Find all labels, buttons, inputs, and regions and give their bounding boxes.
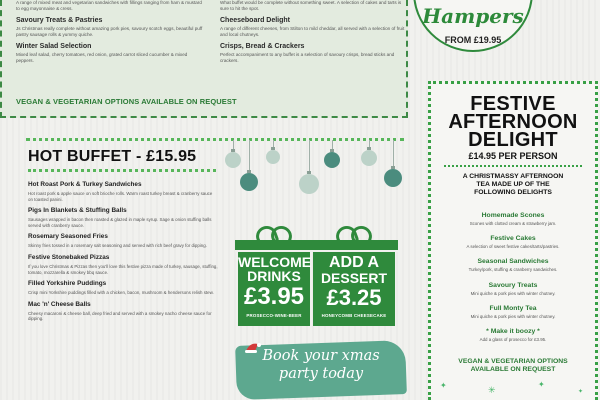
banner-line2: party today xyxy=(278,366,364,382)
cold-item-desc: A range of mixed meat and vegetarian sandwiches with fillings ranging from ham & mustard to egg mayonnaise & cress. xyxy=(16,0,202,11)
tea-item-name: Homemade Scones xyxy=(481,212,545,219)
bauble-icon xyxy=(361,150,377,166)
tea-item-desc: Mini quiche & pork pies with winter chutney. xyxy=(470,291,556,296)
list-item xyxy=(428,282,598,296)
list-item xyxy=(28,301,218,322)
cold-item-desc: What buffet would be complete without something sweet. A selection of cakes and tarts is sure to hit the spot. xyxy=(220,0,402,11)
tea-intro-line: A CHRISTMASSY AFTERNOON xyxy=(462,173,564,180)
cold-item-title: Winter Salad Selection xyxy=(16,43,92,50)
tea-item-desc: Mini quiche & pork pies with winter chutney. xyxy=(470,314,556,319)
cold-item-desc: Mixed leaf salad, cherry tomatoes, red onion, grated carrot sliced cucumber & mixed peppers. xyxy=(16,52,188,63)
list-item xyxy=(28,233,218,249)
book-party-banner xyxy=(242,347,400,383)
drinks-line1: WELCOME xyxy=(238,254,312,270)
cold-item-desc: Js Christmas really complete without amazing pork pies, savoury scotch eggs, beautiful puff pastry sausage rolls & yummy quiche. xyxy=(16,26,203,37)
list-item xyxy=(28,181,218,202)
hot-item-name: Pigs In Blankets & Stuffing Balls xyxy=(28,207,127,215)
list-item xyxy=(428,212,598,226)
cold-item-title: Cheeseboard Delight xyxy=(220,17,291,24)
tea-item-name: * Make it boozy * xyxy=(486,328,540,335)
hot-item-name: Rosemary Seasoned Fries xyxy=(28,233,108,241)
list-item xyxy=(28,254,218,275)
hot-item-desc: Sausages wrapped in bacon then roasted & glazed in maple syrup. Sage & onion stuffing balls served with cranberry sauce. xyxy=(28,217,212,228)
tea-item-name: Seasonal Sandwiches xyxy=(477,258,549,265)
bauble-icon xyxy=(384,169,402,187)
drinks-price: £3.95 xyxy=(243,283,305,310)
hot-item-name: Hot Roast Pork & Turkey Sandwiches xyxy=(28,181,142,188)
tea-item-name: Savoury Treats xyxy=(488,282,538,289)
tea-intro-line: TEA MADE UP OF THE xyxy=(476,181,550,188)
dessert-price: £3.25 xyxy=(326,285,382,310)
star-icon: ✦ xyxy=(440,381,447,390)
tea-item-desc: Turkey/pork, stuffing & cranberry sandwiches. xyxy=(468,267,558,272)
dessert-line2: DESSERT xyxy=(320,270,388,286)
cold-item-title: Crisps, Bread & Crackers xyxy=(220,43,305,50)
tea-title-line: FESTIVE xyxy=(470,93,556,115)
star-icon: ✦ xyxy=(578,389,584,395)
dessert-line1: ADD A xyxy=(328,254,380,271)
hampers-price: FROM £19.95 xyxy=(444,35,502,45)
welcome-drinks-gift-box xyxy=(238,240,310,326)
list-item xyxy=(28,207,218,228)
bauble-icon xyxy=(324,152,340,168)
hot-item-desc: Crisp mini Yorkshire puddings filled with a chicken, bacon, mushroom & hendersons relish stew. xyxy=(28,290,214,296)
hampers-title: Hampers xyxy=(422,4,524,28)
tea-item-desc: A selection of sweet festive cakes/tarts/pastries. xyxy=(466,244,560,249)
hot-item-name: Festive Stonebaked Pizzas xyxy=(28,253,110,261)
cold-item-desc: A range of different cheeses, from Stilton to mild cheddar, all served with a selection of fruit and local chutneys. xyxy=(220,26,405,37)
bauble-icon xyxy=(299,174,319,194)
list-item xyxy=(428,305,598,319)
hot-item-name: Filled Yorkshire Puddings xyxy=(28,280,107,288)
tea-item-desc: Add a glass of prosecco for £3.95. xyxy=(479,337,547,342)
cold-item-title: Savoury Treats & Pastries xyxy=(16,17,103,24)
tea-footer-line: VEGAN & VEGETARIAN OPTIONS xyxy=(458,358,568,365)
star-icon: ✳ xyxy=(488,385,496,395)
cold-buffet-right-column xyxy=(220,0,410,64)
bauble-icon xyxy=(240,173,258,191)
hot-item-desc: If you love Christmas & Pizzas then you'll love this festive pizza made of turkey, sausage, stuffing, tomato, mozzarella & smokey bbq sauce. xyxy=(28,263,218,275)
tea-title-line: AFTERNOON xyxy=(448,111,578,133)
tea-item-name: Full Monty Tea xyxy=(489,305,537,312)
bauble-icon xyxy=(266,150,280,164)
list-item xyxy=(428,328,598,342)
tea-item-desc: Scones with clotted cream & strawberry jam. xyxy=(469,221,557,226)
cold-buffet-panel xyxy=(0,0,408,118)
hot-item-desc: Cheesy macaroni & cheese ball, deep fried and served with a smokey nacho cheese sauce for dipping. xyxy=(28,310,212,322)
banner-line1: Book your xmas xyxy=(262,348,380,364)
tea-footer-line: AVAILABLE ON REQUEST xyxy=(470,366,556,373)
list-item xyxy=(28,280,218,296)
tea-dietary-note xyxy=(428,358,598,374)
hot-buffet-list xyxy=(28,181,218,327)
tea-item-name: Festive Cakes xyxy=(490,235,536,242)
list-item xyxy=(428,235,598,249)
dotted-divider xyxy=(26,138,404,141)
dessert-sub: HONEYCOMB CHEESECAKE xyxy=(321,313,387,318)
hot-buffet-underline xyxy=(28,169,216,172)
tea-price: £14.95 PER PERSON xyxy=(468,151,558,161)
hot-item-desc: Skinny fries tossed in a rosemary salt seasoning and served with rich beef gravy for dipping. xyxy=(28,243,207,249)
add-dessert-gift-box xyxy=(313,240,395,326)
cold-buffet-dietary-note: VEGAN & VEGETARIAN OPTIONS AVAILABLE ON REQUEST xyxy=(16,97,237,106)
hot-item-desc: Hot roast pork & apple sauce on soft brioche rolls. Warm roast turkey breast & cranberry sauce on toasted panini. xyxy=(28,191,213,202)
drinks-sub: PROSECCO-WINE-BEER xyxy=(246,313,302,318)
hot-buffet-title: HOT BUFFET - £15.95 xyxy=(28,148,197,165)
list-item xyxy=(428,258,598,272)
star-icon: ✦ xyxy=(538,380,545,389)
cold-buffet-left-column xyxy=(16,0,206,64)
tea-intro-line: FOLLOWING DELIGHTS xyxy=(474,189,552,196)
tea-title xyxy=(428,95,598,149)
tea-divider xyxy=(444,165,582,167)
tea-title-line: DELIGHT xyxy=(468,129,558,151)
cold-item-desc: Perfect accompaniment to any buffet is a selection of savoury crisps, bread sticks and crackers. xyxy=(220,52,395,63)
tea-intro xyxy=(428,173,598,197)
hot-item-name: Mac 'n' Cheese Balls xyxy=(28,300,91,308)
bauble-icon xyxy=(225,152,241,168)
drinks-line2: DRINKS xyxy=(247,268,301,284)
